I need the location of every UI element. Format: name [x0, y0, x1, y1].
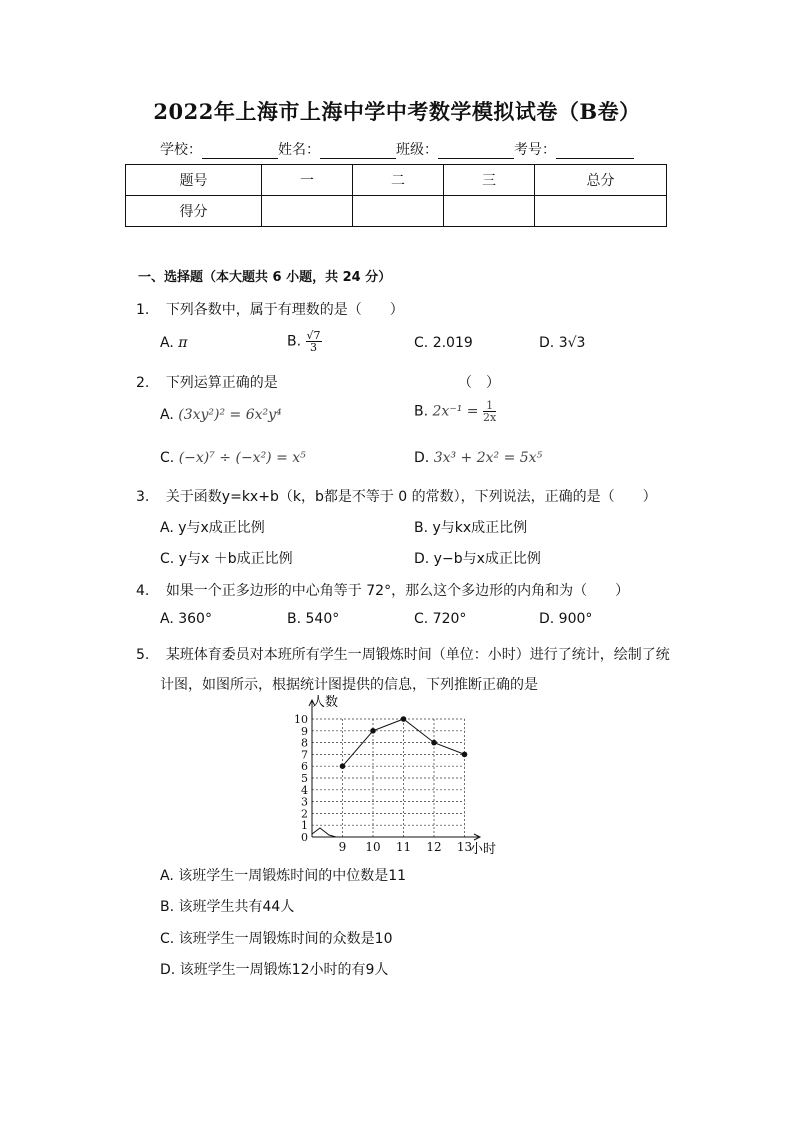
header-cell: 题号	[126, 165, 262, 196]
fraction	[483, 400, 496, 423]
y-tick-label: 9	[301, 724, 308, 738]
question-number: 4.	[136, 583, 150, 599]
header-cell: 总分	[535, 165, 667, 196]
option-letter: C.	[414, 335, 429, 351]
option-c: C. 720°	[414, 611, 467, 627]
fraction-numerator: √7	[306, 329, 321, 342]
option-b	[414, 400, 496, 423]
score-table	[125, 164, 667, 227]
name-blank	[320, 144, 396, 159]
option-c	[414, 335, 473, 351]
option-b	[287, 330, 322, 353]
option-d: D. 900°	[539, 611, 593, 627]
y-tick-label: 0	[301, 831, 308, 844]
option-letter: D.	[539, 335, 555, 351]
y-tick-label: 10	[294, 713, 308, 726]
fraction-numerator: 1	[483, 400, 496, 412]
option-d	[539, 335, 585, 351]
option-c	[160, 450, 306, 466]
y-tick-label: 5	[301, 772, 308, 785]
option-b: B. 540°	[287, 611, 340, 627]
x-tick-label: 11	[395, 840, 412, 854]
header-cell: 一	[262, 165, 353, 196]
header-cell: 二	[353, 165, 444, 196]
score-table-header-row	[126, 165, 667, 196]
question-number: 3.	[136, 489, 150, 505]
question-text-line-2: 计图，如图所示，根据统计图提供的信息，下列推断正确的是	[160, 677, 538, 693]
chart-ticks	[294, 713, 472, 854]
option-value: π	[178, 335, 188, 351]
y-tick-label: 8	[301, 736, 308, 750]
option-a	[160, 407, 282, 423]
x-tick-label: 10	[365, 840, 381, 854]
question-4	[136, 580, 629, 600]
option-a: A. 360°	[160, 611, 212, 627]
question-2	[136, 372, 278, 392]
axis-break-mark	[312, 828, 336, 837]
score-table-score-row	[126, 196, 667, 227]
score-cell[interactable]	[353, 196, 444, 227]
option-letter: C.	[160, 450, 175, 466]
fraction	[306, 330, 322, 353]
name-label: 姓名：	[278, 142, 320, 158]
school-label: 学校：	[160, 142, 202, 158]
answer-paren: （ ）	[458, 375, 500, 391]
option-value: 3x³ + 2x² = 5x⁵	[433, 450, 543, 466]
line-chart	[280, 690, 510, 860]
chart-axes	[309, 700, 480, 840]
question-text-line-1: 某班体育委员对本班所有学生一周锻炼时间（单位：小时）进行了统计，绘制了统	[165, 647, 670, 663]
section-heading: 一、选择题（本大题共 6 小题，共 24 分）	[138, 270, 392, 285]
y-tick-label: 4	[301, 783, 308, 797]
question-text: 下列运算正确的是	[165, 375, 278, 391]
option-letter: D.	[414, 450, 430, 466]
score-cell[interactable]	[262, 196, 353, 227]
option-a	[160, 335, 187, 351]
question-3	[136, 486, 657, 506]
exam-no-label: 考号：	[514, 142, 556, 158]
y-tick-label: 1	[301, 819, 308, 833]
option-value: 2x⁻¹ =	[432, 403, 479, 420]
option-d	[414, 450, 542, 466]
y-tick-label: 2	[301, 807, 308, 821]
option-letter: B.	[414, 403, 429, 420]
data-point	[401, 716, 407, 722]
option-b: B. y与kx成正比例	[414, 520, 528, 536]
y-tick-label: 6	[301, 760, 308, 774]
option-c: C. y与x ＋b成正比例	[160, 551, 293, 567]
option-value: (3xy²)² = 6x²y⁴	[178, 407, 282, 423]
option-value: (−x)⁷ ÷ (−x²) = x⁵	[178, 450, 306, 466]
data-point	[370, 728, 376, 734]
question-number: 5.	[136, 647, 150, 663]
question-1	[136, 299, 404, 319]
question-number: 2.	[136, 375, 150, 391]
y-tick-label: 3	[301, 795, 308, 809]
question-5	[136, 644, 670, 664]
student-info-line	[160, 139, 634, 159]
x-tick-label: 13	[456, 840, 473, 854]
class-label: 班级：	[396, 142, 438, 158]
class-blank	[438, 144, 514, 159]
option-letter: B.	[287, 333, 302, 350]
fraction-denominator: 3	[310, 341, 318, 354]
data-point	[431, 740, 437, 746]
y-axis-label: 人数	[312, 695, 339, 710]
data-point	[340, 763, 346, 769]
option-letter: A.	[160, 407, 174, 423]
option-letter: A.	[160, 335, 174, 351]
header-cell: 三	[444, 165, 535, 196]
question-text: 下列各数中，属于有理数的是（ ）	[165, 302, 404, 318]
fraction-denominator: 2x	[482, 411, 497, 424]
option-d: D. y−b与x成正比例	[414, 551, 541, 567]
x-tick-label: 9	[338, 840, 347, 854]
y-tick-label: 7	[301, 748, 308, 762]
exam-no-blank	[556, 144, 634, 159]
question-text: 如果一个正多边形的中心角等于 72°，那么这个多边形的内角和为（ ）	[165, 583, 630, 599]
school-blank	[202, 144, 278, 159]
score-cell[interactable]	[535, 196, 667, 227]
option-d: D. 该班学生一周锻炼12小时的有9人	[160, 962, 389, 978]
row-label: 得分	[126, 196, 262, 227]
option-value: 2.019	[432, 335, 473, 351]
option-value: 3√3	[558, 335, 586, 351]
option-a: A. y与x成正比例	[160, 520, 265, 536]
option-c: C. 该班学生一周锻炼时间的众数是10	[160, 931, 393, 947]
x-tick-label: 12	[426, 840, 442, 854]
page-title: 2022年上海市上海中学中考数学模拟试卷（B卷）	[153, 99, 641, 124]
option-b: B. 该班学生共有44人	[160, 899, 295, 915]
score-cell[interactable]	[444, 196, 535, 227]
question-text: 关于函数y=kx+b（k，b都是不等于 0 的常数），下列说法，正确的是（ ）	[165, 489, 657, 505]
data-point	[462, 752, 468, 758]
chart-grid	[312, 719, 465, 837]
x-axis-label: 小时	[470, 842, 497, 857]
option-a: A. 该班学生一周锻炼时间的中位数是11	[160, 868, 407, 884]
question-number: 1.	[136, 302, 150, 318]
